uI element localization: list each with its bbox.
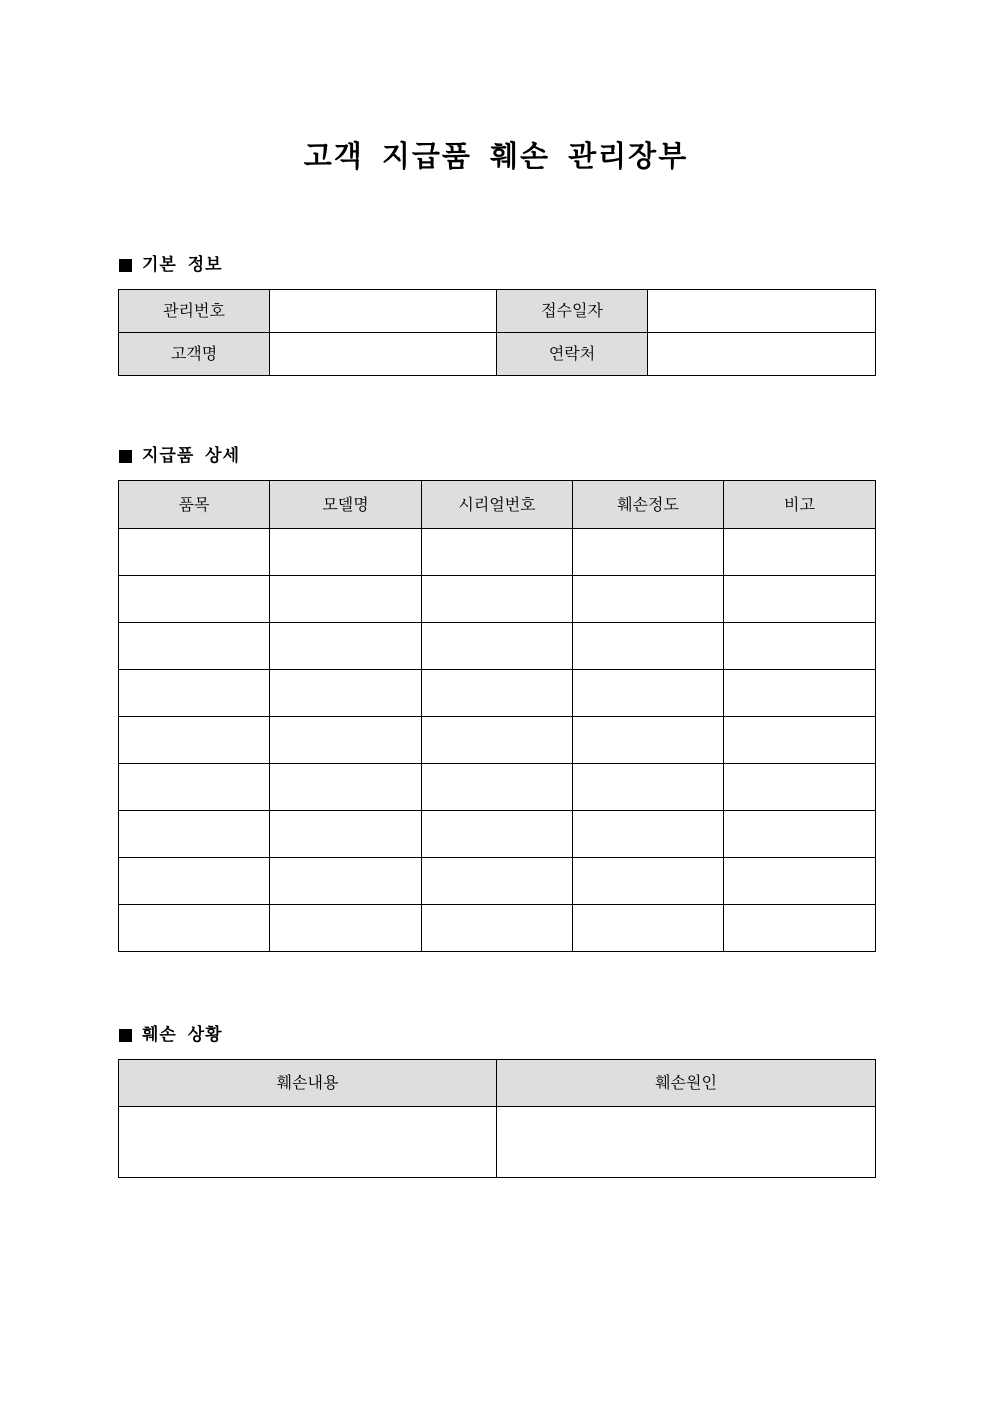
receipt-date-label: 접수일자 [497,290,648,333]
management-number-label: 관리번호 [119,290,270,333]
item-details-table [118,480,876,952]
table-row [119,670,876,717]
column-header-damage-level: 훼손정도 [573,481,724,529]
management-number-field[interactable] [270,290,497,333]
table-cell[interactable] [573,811,724,858]
table-cell[interactable] [270,529,422,576]
table-cell[interactable] [270,670,422,717]
table-cell[interactable] [119,858,270,905]
table-cell[interactable] [573,764,724,811]
contact-label: 연락처 [497,333,648,376]
customer-name-field[interactable] [270,333,497,376]
table-row [119,1107,876,1178]
table-cell[interactable] [270,717,422,764]
table-row [119,576,876,623]
table-cell[interactable] [119,623,270,670]
column-header-damage-description: 훼손내용 [119,1060,497,1107]
table-header-row [119,1060,876,1107]
table-cell[interactable] [573,858,724,905]
table-row [119,529,876,576]
table-cell[interactable] [724,623,876,670]
column-header-damage-cause: 훼손원인 [497,1060,876,1107]
section-heading-damage-status [119,1023,223,1047]
table-cell[interactable] [270,764,422,811]
table-cell[interactable] [422,529,573,576]
column-header-remarks: 비고 [724,481,876,529]
table-cell[interactable] [270,811,422,858]
table-cell[interactable] [422,811,573,858]
table-cell[interactable] [724,858,876,905]
table-cell[interactable] [422,670,573,717]
section-heading-text: 지급품 상세 [142,446,241,466]
table-cell[interactable] [422,576,573,623]
table-row [119,290,876,333]
table-cell[interactable] [573,529,724,576]
black-square-icon [119,1029,132,1042]
table-cell[interactable] [270,858,422,905]
receipt-date-field[interactable] [648,290,876,333]
table-cell[interactable] [270,623,422,670]
table-row [119,905,876,952]
table-cell[interactable] [119,529,270,576]
table-cell[interactable] [119,576,270,623]
table-cell[interactable] [573,717,724,764]
table-cell[interactable] [573,576,724,623]
table-row [119,717,876,764]
table-row [119,811,876,858]
table-cell[interactable] [422,858,573,905]
table-cell[interactable] [270,905,422,952]
table-cell[interactable] [422,764,573,811]
table-cell[interactable] [422,905,573,952]
column-header-serial-number: 시리얼번호 [422,481,573,529]
section-heading-text: 기본 정보 [142,255,223,275]
section-heading-basic-info [119,253,223,277]
table-header-row [119,481,876,529]
table-row [119,623,876,670]
column-header-model-name: 모델명 [270,481,422,529]
damage-description-field[interactable] [119,1107,497,1178]
black-square-icon [119,259,132,272]
table-cell[interactable] [119,670,270,717]
table-cell[interactable] [724,576,876,623]
table-cell[interactable] [573,623,724,670]
damage-status-table [118,1059,876,1178]
table-cell[interactable] [119,717,270,764]
contact-field[interactable] [648,333,876,376]
table-cell[interactable] [724,905,876,952]
table-cell[interactable] [724,670,876,717]
table-cell[interactable] [422,623,573,670]
section-heading-text: 훼손 상황 [142,1025,223,1045]
black-square-icon [119,450,132,463]
table-cell[interactable] [724,717,876,764]
table-row [119,764,876,811]
damage-cause-field[interactable] [497,1107,876,1178]
table-cell[interactable] [573,670,724,717]
basic-info-table [118,289,876,376]
table-cell[interactable] [724,811,876,858]
table-row [119,333,876,376]
customer-name-label: 고객명 [119,333,270,376]
column-header-item: 품목 [119,481,270,529]
table-cell[interactable] [724,529,876,576]
section-heading-item-details [119,444,240,468]
table-cell[interactable] [270,576,422,623]
table-cell[interactable] [573,905,724,952]
table-cell[interactable] [119,905,270,952]
table-cell[interactable] [724,764,876,811]
table-cell[interactable] [119,764,270,811]
table-row [119,858,876,905]
document-title: 고객 지급품 훼손 관리장부 [303,139,689,173]
table-cell[interactable] [422,717,573,764]
table-cell[interactable] [119,811,270,858]
